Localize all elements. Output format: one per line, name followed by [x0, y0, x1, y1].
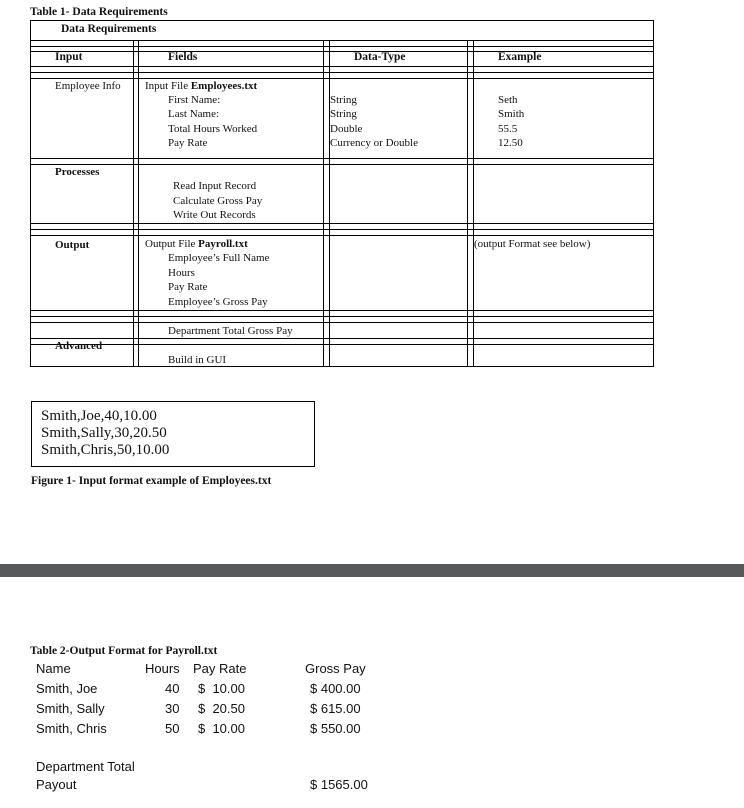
- type-pay-rate: Currency or Double: [330, 137, 418, 149]
- field-pay-rate: Pay Rate: [168, 137, 208, 149]
- process-calculate: Calculate Gross Pay: [173, 195, 263, 207]
- header-fields: Fields: [168, 51, 198, 63]
- total-value: $ 1565.00: [310, 777, 368, 792]
- processes-label: Processes: [55, 166, 100, 178]
- figure1-caption: Figure 1- Input format example of Employees.txt: [31, 475, 272, 487]
- example-line: Smith,Sally,30,20.50: [41, 425, 167, 441]
- row-hours: 50: [165, 721, 180, 736]
- table1-title: Data Requirements: [61, 23, 157, 35]
- field-first-name: First Name:: [168, 94, 221, 106]
- row-name: Smith, Chris: [36, 721, 107, 736]
- row-gross-pay: $ 615.00: [310, 701, 361, 716]
- type-total-hours: Double: [330, 123, 363, 135]
- row-gross-pay: $ 400.00: [310, 681, 361, 696]
- input-label: Employee Info: [55, 80, 121, 92]
- process-read: Read Input Record: [173, 180, 257, 192]
- output-file: Output File Payroll.txt: [145, 238, 248, 250]
- input-file: Input File Employees.txt: [145, 80, 258, 92]
- output-full-name: Employee’s Full Name: [168, 252, 270, 264]
- output-hours: Hours: [168, 267, 195, 279]
- row-pay-rate: $ 10.00: [198, 681, 245, 696]
- advanced-label: Advanced: [55, 340, 103, 352]
- example-first-name: Seth: [498, 94, 518, 106]
- row-hours: 40: [165, 681, 180, 696]
- header-data-type: Data-Type: [354, 51, 406, 63]
- example-pay-rate: 12.50: [498, 137, 523, 149]
- example-last-name: Smith: [498, 108, 525, 120]
- input-format-example-box: [31, 401, 315, 467]
- header-hours: Hours: [145, 661, 180, 676]
- header-pay-rate: Pay Rate: [193, 661, 247, 676]
- row-gross-pay: $ 550.00: [310, 721, 361, 736]
- advanced-gui: Build in GUI: [168, 354, 227, 366]
- output-pay-rate: Pay Rate: [168, 281, 208, 293]
- row-name: Smith, Sally: [36, 701, 105, 716]
- table1-caption: Table 1- Data Requirements: [30, 6, 168, 18]
- header-gross-pay: Gross Pay: [305, 661, 366, 676]
- example-line: Smith,Joe,40,10.00: [41, 408, 157, 424]
- example-total-hours: 55.5: [498, 123, 518, 135]
- table2-caption: Table 2-Output Format for Payroll.txt: [30, 645, 218, 657]
- row-pay-rate: $ 20.50: [198, 701, 245, 716]
- output-example: (output Format see below): [474, 238, 591, 250]
- total-label-payout: Payout: [36, 777, 77, 792]
- page-divider: [0, 564, 744, 577]
- header-name: Name: [36, 661, 71, 676]
- header-example: Example: [498, 51, 542, 63]
- data-requirements-table: [30, 20, 654, 367]
- type-first-name: String: [330, 94, 357, 106]
- output-department-total: Department Total Gross Pay: [168, 325, 293, 337]
- process-write: Write Out Records: [173, 209, 256, 221]
- row-pay-rate: $ 10.00: [198, 721, 245, 736]
- row-name: Smith, Joe: [36, 681, 98, 696]
- example-line: Smith,Chris,50,10.00: [41, 442, 170, 458]
- type-last-name: String: [330, 108, 357, 120]
- output-label: Output: [55, 239, 90, 251]
- output-gross-pay: Employee’s Gross Pay: [168, 296, 268, 308]
- field-total-hours: Total Hours Worked: [168, 123, 258, 135]
- field-last-name: Last Name:: [168, 108, 220, 120]
- total-label: Department Total: [36, 759, 135, 774]
- row-hours: 30: [165, 701, 180, 716]
- header-input: Input: [55, 51, 83, 63]
